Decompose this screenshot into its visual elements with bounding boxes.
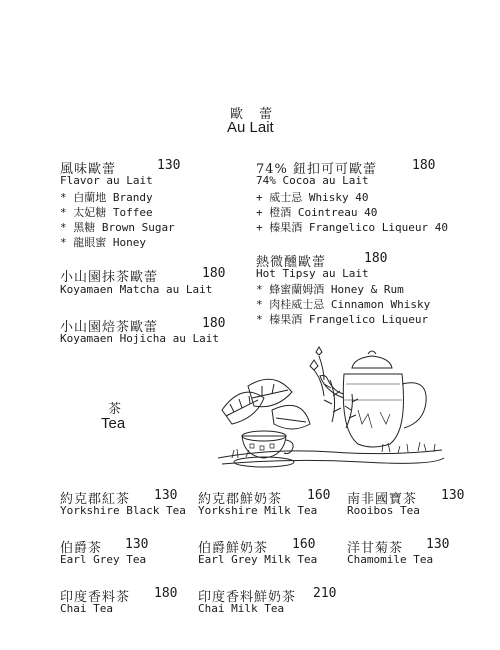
hot-tipsy-price: 180 [364, 251, 388, 266]
teapot-and-teacup-illustration-icon [212, 340, 448, 472]
section-title-tea-cn: 茶 [108, 402, 128, 417]
earl-grey-tea-name-cn: 伯爵茶 [60, 541, 103, 556]
earl-grey-milk-tea-price: 160 [292, 537, 316, 552]
chai-milk-tea-name-en: Chai Milk Tea [198, 602, 285, 615]
earl-grey-milk-tea-name-cn: 伯爵鮮奶茶 [198, 541, 269, 556]
yorkshire-milk-tea-price: 160 [307, 488, 331, 503]
earl-grey-milk-tea-name-en: Earl Grey Milk Tea [198, 553, 318, 566]
flavor-au-lait-price: 130 [157, 158, 181, 173]
chai-tea-name-en: Chai Tea [60, 602, 113, 615]
hot-tipsy-name-cn: 熱微醺歐蕾 [256, 255, 327, 270]
yorkshire-black-tea-name-cn: 約克郡紅茶 [60, 492, 131, 507]
rooibos-tea-price: 130 [441, 488, 465, 503]
flavor-option: * 龍眼蜜 Honey [60, 236, 146, 249]
matcha-au-lait-price: 180 [202, 266, 226, 281]
chamomile-tea-name-cn: 洋甘菊茶 [347, 541, 404, 556]
section-title-au-lait-en: Au Lait [227, 119, 274, 136]
chai-tea-name-cn: 印度香料茶 [60, 590, 131, 605]
chai-milk-tea-name-cn: 印度香料鮮奶茶 [198, 590, 297, 605]
hojicha-au-lait-name-cn: 小山園焙茶歐蕾 [60, 320, 159, 335]
cocoa-au-lait-price: 180 [412, 158, 436, 173]
cocoa-au-lait-name-cn: 74% 鈕扣可可歐蕾 [256, 162, 378, 177]
yorkshire-milk-tea-name-cn: 約克郡鮮奶茶 [198, 492, 283, 507]
flavor-au-lait-name-cn: 風味歐蕾 [60, 162, 117, 177]
hot-tipsy-options-list [256, 282, 430, 327]
matcha-au-lait-name-cn: 小山園抹茶歐蕾 [60, 270, 159, 285]
cocoa-addon-list [256, 190, 448, 235]
hot-tipsy-option: * 蜂蜜蘭姆酒 Honey & Rum [256, 283, 404, 296]
earl-grey-tea-price: 130 [125, 537, 149, 552]
rooibos-tea-name-en: Rooibos Tea [347, 504, 420, 517]
hojicha-au-lait-name-en: Koyamaen Hojicha au Lait [60, 332, 219, 345]
cocoa-addon-label: + 威士忌 Whisky [256, 191, 349, 204]
rooibos-tea-name-cn: 南非國寶茶 [347, 492, 418, 507]
cocoa-addon-price: 40 [364, 206, 378, 219]
cocoa-addon-label: + 榛果酒 Frangelico Liqueur [256, 221, 429, 234]
flavor-option: * 太妃糖 Toffee [60, 206, 153, 219]
matcha-au-lait-name-en: Koyamaen Matcha au Lait [60, 283, 213, 296]
cocoa-addon-price: 40 [434, 221, 448, 234]
flavor-options-list [60, 190, 175, 250]
hojicha-au-lait-price: 180 [202, 316, 226, 331]
cocoa-addon-label: + 橙酒 Cointreau [256, 206, 358, 219]
cocoa-addon [256, 220, 448, 235]
hot-tipsy-option: * 肉桂威士忌 Cinnamon Whisky [256, 298, 431, 311]
section-title-tea-en: Tea [101, 415, 126, 432]
hot-tipsy-option: * 榛果酒 Frangelico Liqueur [256, 313, 429, 326]
flavor-option: * 黑糖 Brown Sugar [60, 221, 175, 234]
yorkshire-milk-tea-name-en: Yorkshire Milk Tea [198, 504, 318, 517]
cocoa-addon [256, 205, 448, 220]
chamomile-tea-name-en: Chamomile Tea [347, 553, 434, 566]
yorkshire-black-tea-name-en: Yorkshire Black Tea [60, 504, 186, 517]
flavor-au-lait-name-en: Flavor au Lait [60, 174, 153, 187]
yorkshire-black-tea-price: 130 [154, 488, 178, 503]
chai-tea-price: 180 [154, 586, 178, 601]
hot-tipsy-name-en: Hot Tipsy au Lait [256, 267, 369, 280]
earl-grey-tea-name-en: Earl Grey Tea [60, 553, 147, 566]
section-title-au-lait-cn: 歐 蕾 [230, 107, 279, 122]
cocoa-au-lait-name-en: 74% Cocoa au Lait [256, 174, 369, 187]
cocoa-addon [256, 190, 448, 205]
flavor-option: * 白蘭地 Brandy [60, 191, 153, 204]
chai-milk-tea-price: 210 [313, 586, 337, 601]
cocoa-addon-price: 40 [355, 191, 369, 204]
chamomile-tea-price: 130 [426, 537, 450, 552]
